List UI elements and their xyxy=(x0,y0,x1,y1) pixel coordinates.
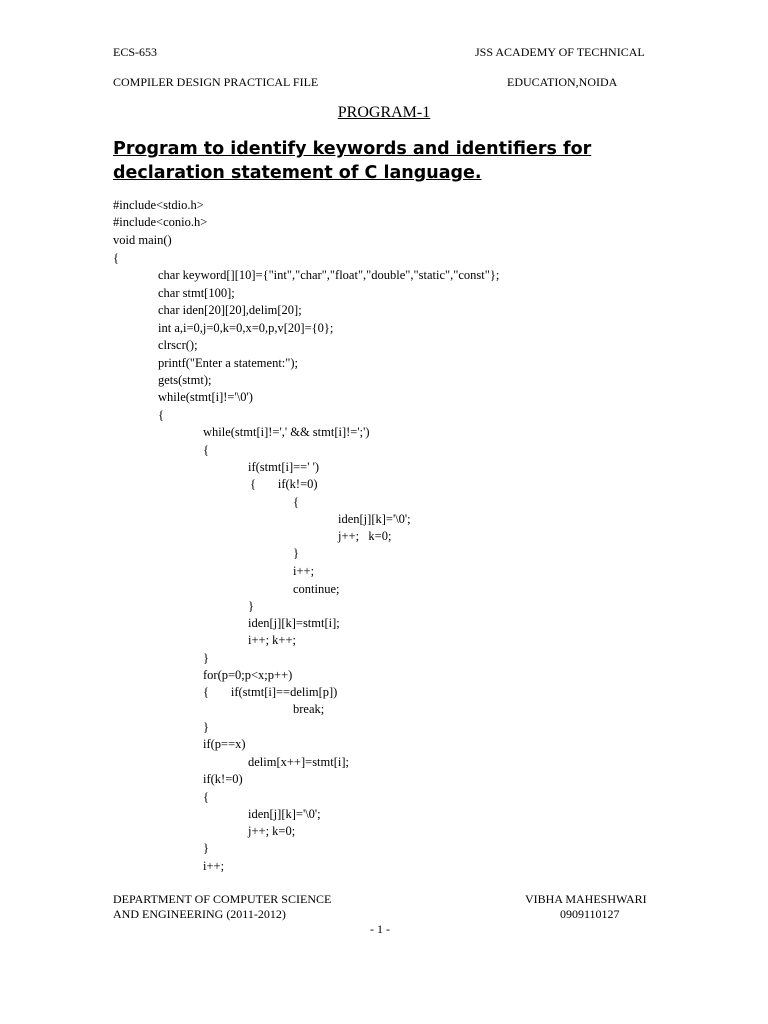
code-line: i++; xyxy=(203,859,225,873)
code-line: continue; xyxy=(293,582,340,596)
department-line1: DEPARTMENT OF COMPUTER SCIENCE xyxy=(113,892,332,906)
code-line: #include<stdio.h> xyxy=(113,198,204,212)
code-line: for(p=0;p<x;p++) xyxy=(203,668,293,682)
code-line: } xyxy=(293,546,299,560)
program-heading xyxy=(113,137,673,185)
code-line: { if(stmt[i]==delim[p]) xyxy=(203,685,338,699)
code-line: if(stmt[i]==' ') xyxy=(248,460,320,474)
code-line: char iden[20][20],delim[20]; xyxy=(158,303,302,317)
code-line: clrscr(); xyxy=(158,338,198,352)
code-line: { xyxy=(158,408,164,422)
code-line: int a,i=0,j=0,k=0,x=0,p,v[20]={0}; xyxy=(158,321,334,335)
code-line: char stmt[100]; xyxy=(158,286,235,300)
code-line: iden[j][k]='\0'; xyxy=(248,807,321,821)
program-title: PROGRAM-1 xyxy=(337,104,431,121)
institute-name-line2: EDUCATION,NOIDA xyxy=(507,75,618,89)
code-line: #include<conio.h> xyxy=(113,215,208,229)
code-line: delim[x++]=stmt[i]; xyxy=(248,755,349,769)
program-heading-line1: Program to identify keywords and identifiers for xyxy=(113,139,592,159)
page-number: - 1 - xyxy=(370,922,390,936)
author-roll-number: 0909110127 xyxy=(560,907,620,921)
code-line: break; xyxy=(293,702,325,716)
code-line: } xyxy=(203,720,209,734)
department-line2: AND ENGINEERING (2011-2012) xyxy=(113,907,286,921)
program-heading-line2: declaration statement of C language. xyxy=(113,163,482,183)
code-line: { if(k!=0) xyxy=(250,477,318,491)
code-line: { xyxy=(293,495,299,509)
code-line: while(stmt[i]!=',' && stmt[i]!=';') xyxy=(203,425,370,439)
code-line: void main() xyxy=(113,233,172,247)
code-line: { xyxy=(203,790,209,804)
code-line: { xyxy=(203,443,209,457)
code-line: if(k!=0) xyxy=(203,772,243,786)
code-line: iden[j][k]=stmt[i]; xyxy=(248,616,340,630)
course-code: ECS-653 xyxy=(113,45,158,59)
code-line: iden[j][k]='\0'; xyxy=(338,512,411,526)
code-line: printf("Enter a statement:"); xyxy=(158,356,299,370)
file-title: COMPILER DESIGN PRACTICAL FILE xyxy=(113,75,319,89)
code-line: i++; xyxy=(293,564,315,578)
code-line: gets(stmt); xyxy=(158,373,212,387)
institute-name-line1: JSS ACADEMY OF TECHNICAL xyxy=(475,45,645,59)
code-line: j++; k=0; xyxy=(338,529,392,543)
code-line: } xyxy=(203,651,209,665)
code-line: { xyxy=(113,251,119,265)
code-line: char keyword[][10]={"int","char","float","double","static","const"}; xyxy=(158,268,500,282)
code-line: while(stmt[i]!='\0') xyxy=(158,390,253,404)
code-line: i++; k++; xyxy=(248,633,296,647)
code-line: } xyxy=(248,599,254,613)
code-line: if(p==x) xyxy=(203,737,246,751)
code-line: j++; k=0; xyxy=(248,824,296,838)
code-line: } xyxy=(203,841,209,855)
author-name: VIBHA MAHESHWARI xyxy=(525,892,647,906)
